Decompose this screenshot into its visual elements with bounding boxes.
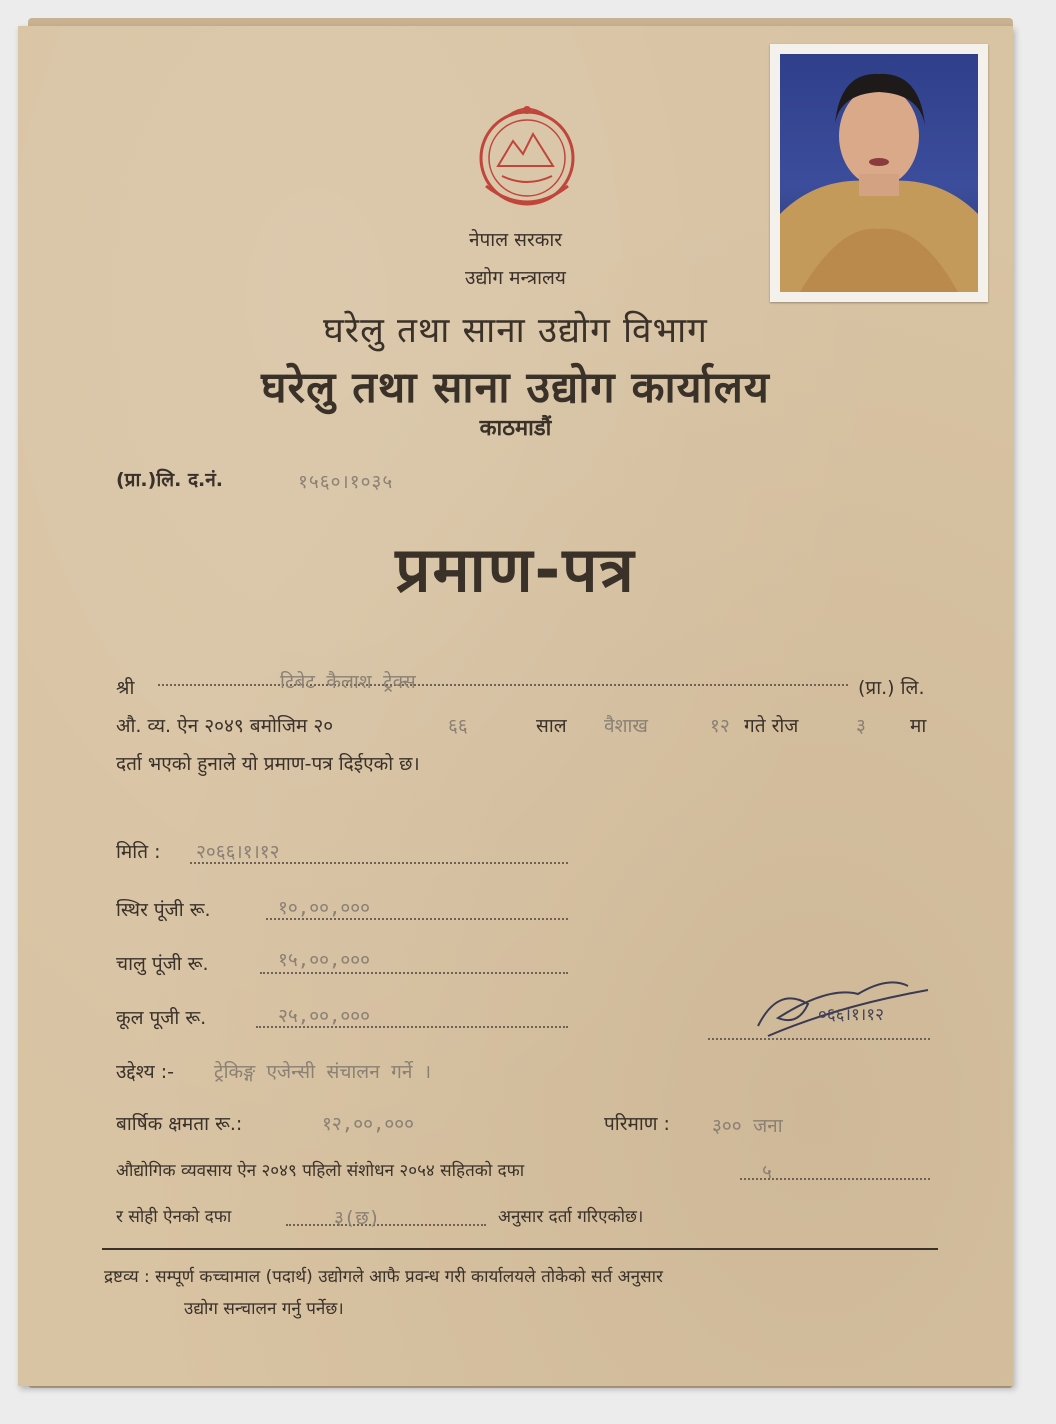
city-label: काठमाडौं [479,416,552,441]
photo-image [780,54,978,292]
same-act-label: र सोही ऐनको दफा [116,1207,232,1227]
fixed-capital-value: १०,००,००० [278,897,371,919]
sal-label: साल [536,715,567,737]
act-line: औद्योगिक व्यवसाय ऐन २०४९ पहिलो संशोधन २०५४ सहितको दफा [116,1161,525,1181]
company-name: टिबेट कैलाश ट्रेक्स [280,671,416,693]
issued-statement: दर्ता भएको हुनाले यो प्रमाण-पत्र दिईएको छ। [116,753,420,775]
certificate-title: प्रमाण-पत्र [395,533,636,606]
same-section-line [286,1208,486,1226]
section-value: ५ [762,1161,772,1183]
government-label: नेपाल सरकार [468,229,563,251]
working-capital-label: चालु पूंजी रू. [116,953,209,975]
signature-date: ०६६।१।१२ [818,1005,884,1025]
nepal-emblem-icon [468,96,586,214]
note-divider [102,1248,938,1250]
day-fill: १२ [710,715,730,737]
ministry-label: उद्योग मन्त्रालय [465,267,566,289]
capacity-value: १२,००,००० [322,1113,415,1135]
date-label: मिति : [116,841,161,863]
company-name-line [158,666,848,686]
person-portrait-icon [780,54,978,292]
department-title: घरेलु तथा साना उद्योग विभाग [323,311,708,351]
year-fill: ६६ [448,715,468,737]
quantity-value: ३०० जना [712,1115,783,1137]
pvt-ltd-label: (प्रा.) लि. [858,677,925,699]
signature-line [708,1022,930,1040]
ma-label: मा [910,715,927,737]
office-title: घरेलु तथा साना उद्योग कार्यालय [261,363,770,413]
total-capital-value: २५,००,००० [278,1005,371,1027]
total-capital-label: कूल पूजी रू. [116,1007,207,1029]
act-prefix: औ. व्य. ऐन २०४९ बमोजिम २० [116,715,334,737]
registration-label: (प्रा.)लि. द.नं. [116,469,224,491]
roj-fill: ३ [856,715,866,737]
objective-label: उद्देश्य :- [116,1061,174,1083]
registered-statement: अनुसार दर्ता गरिएकोछ। [498,1207,644,1227]
note-line-1: द्रष्टव्य : सम्पूर्ण कच्चामाल (पदार्थ) उद्योगले आफै प्रवन्ध गरी कार्यालयले तोकेको सर्त अनुसार [104,1267,663,1287]
same-section-value: ३(छ) [334,1207,381,1229]
month-fill: वैशाख [604,715,648,737]
gate-roj-label: गते रोज [744,715,799,737]
date-value: २०६६।१।१२ [196,841,280,863]
capacity-label: बार्षिक क्षमता रू.: [116,1113,243,1135]
registration-number: १५६०।१०३५ [298,471,394,493]
certificate-paper [18,26,1013,1386]
fixed-capital-label: स्थिर पूंजी रू. [116,899,211,921]
note-line-2: उद्योग सन्चालन गर्नु पर्नेछ। [184,1299,344,1319]
quantity-label: परिमाण : [604,1113,670,1135]
objective-value: ट्रेकिङ्ग एजेन्सी संचालन गर्ने । [214,1061,432,1083]
shri-label: श्री [116,677,135,699]
working-capital-value: १५,००,००० [278,949,371,971]
